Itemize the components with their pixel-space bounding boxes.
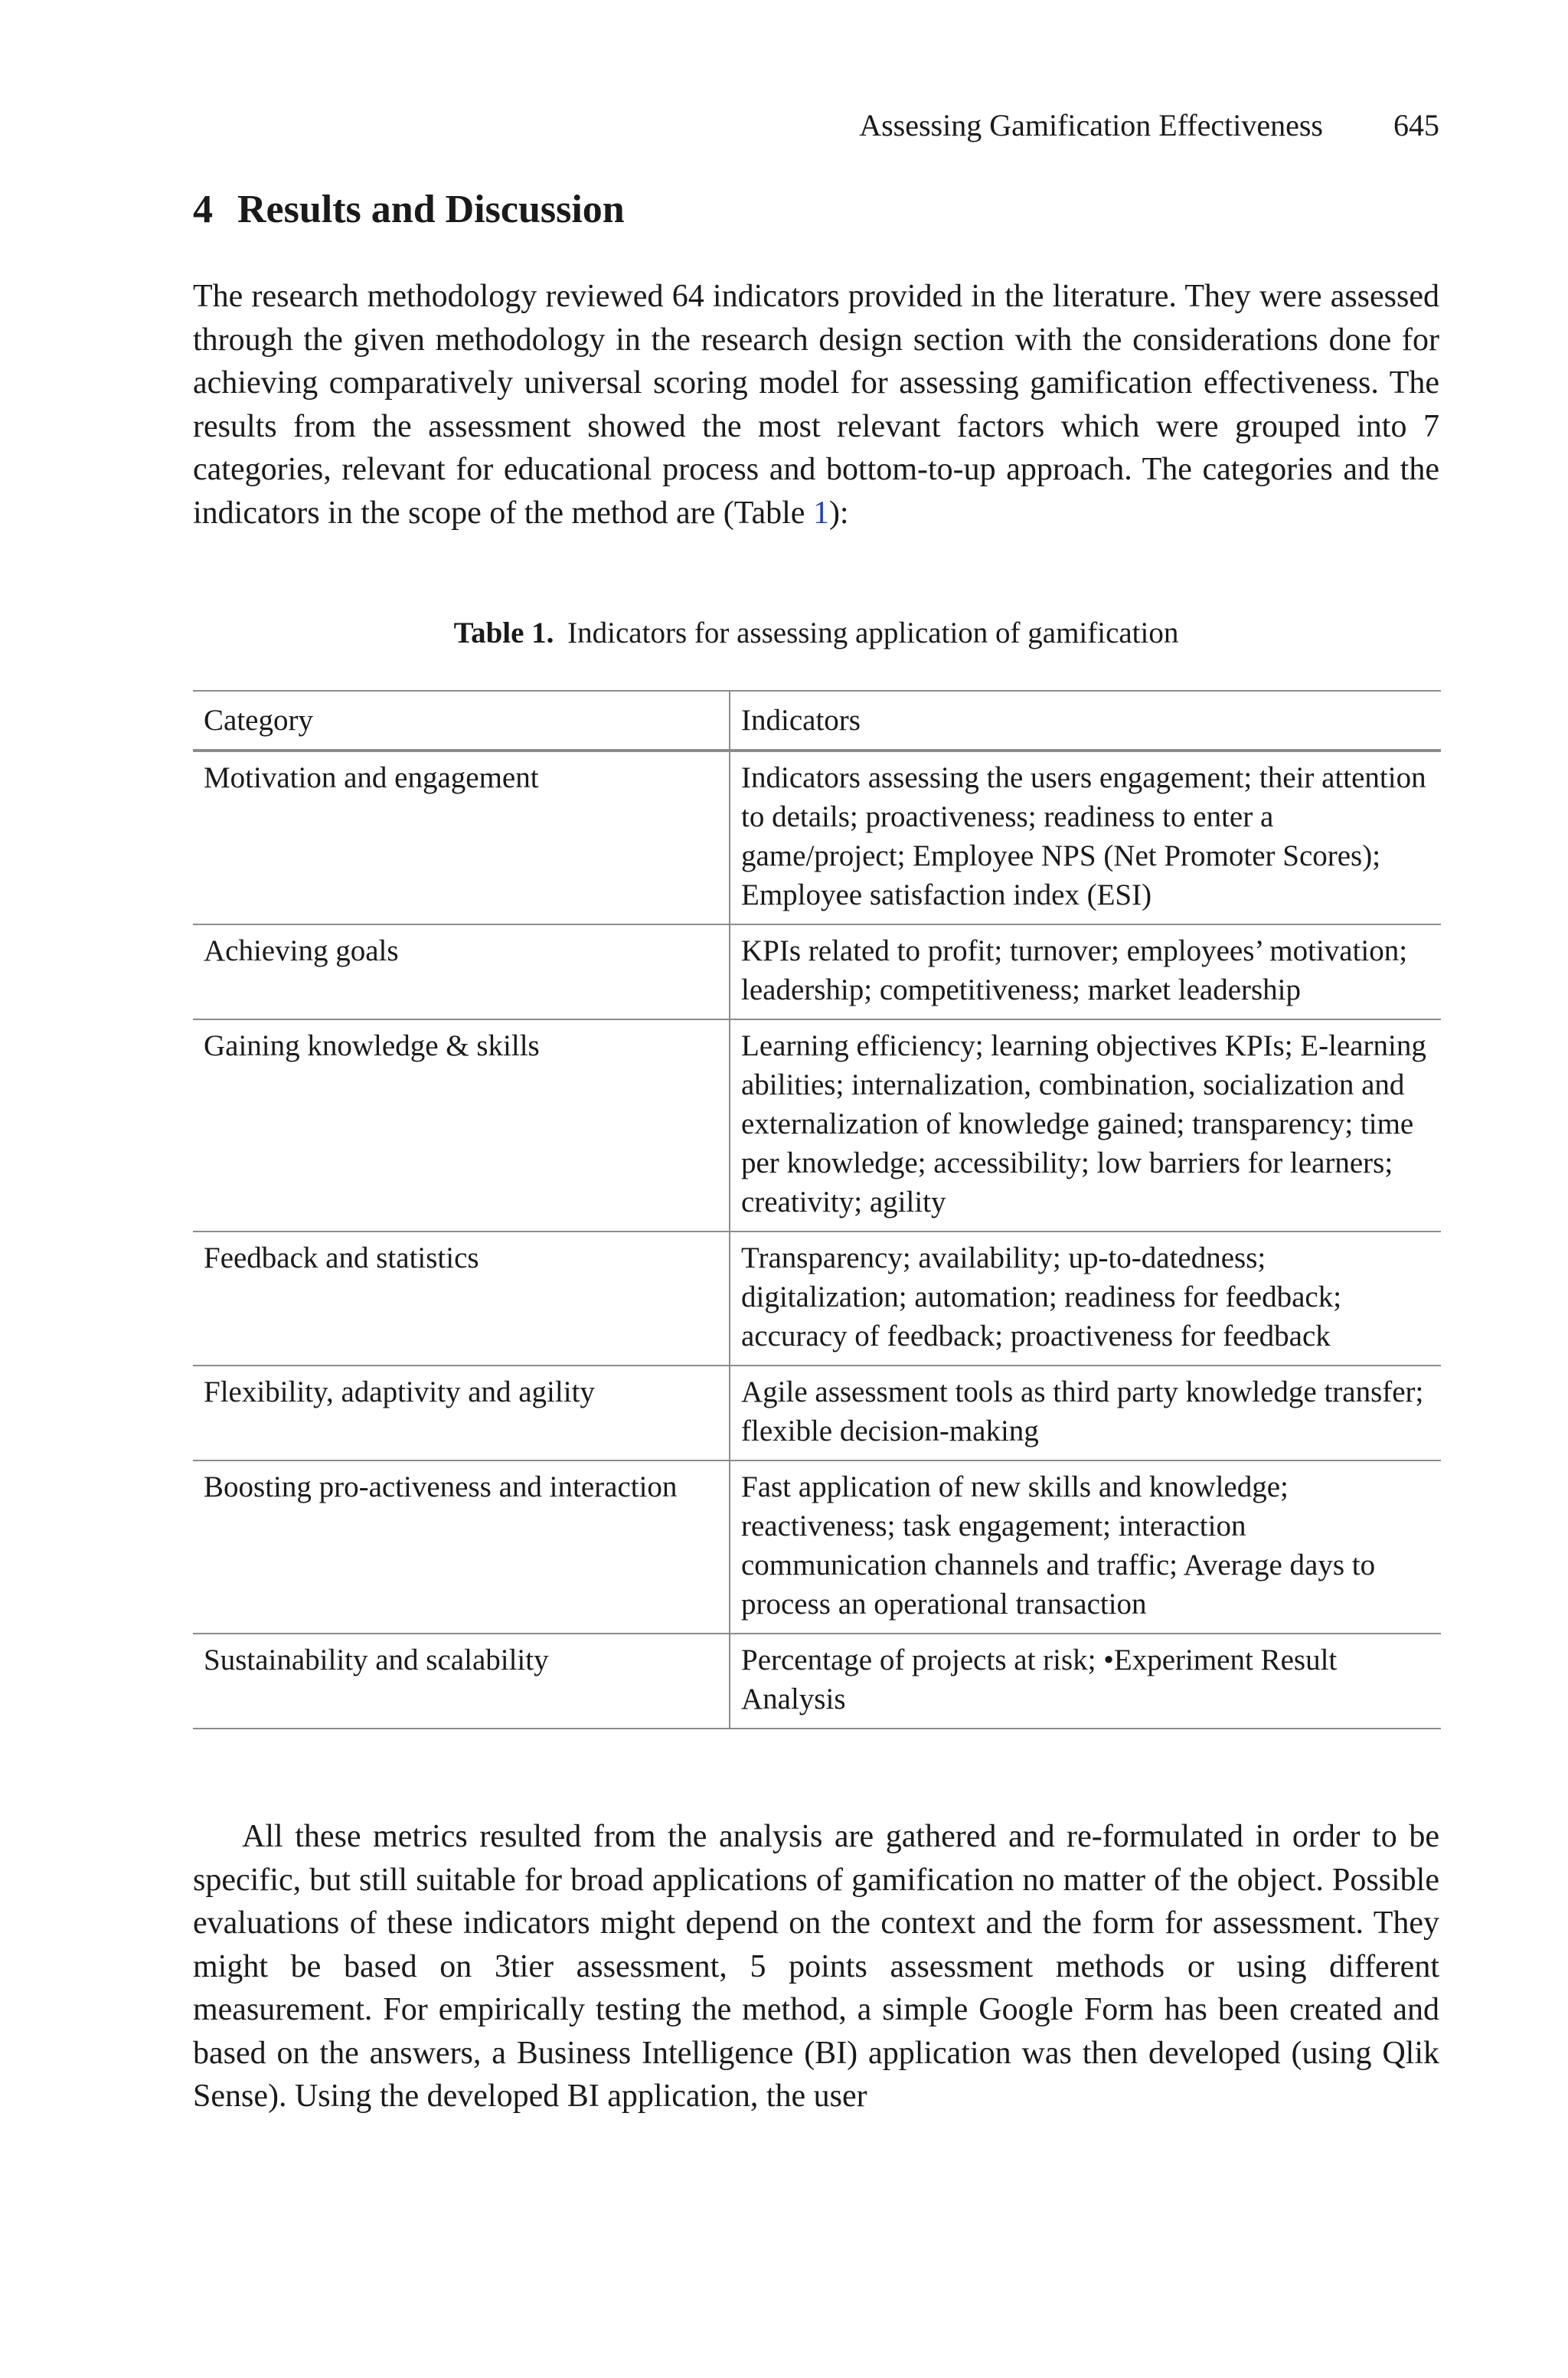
- section-number: 4: [193, 188, 213, 231]
- page-number: 645: [1393, 108, 1439, 142]
- indicators-cell: Percentage of projects at risk; •Experiment Result Analysis: [730, 1634, 1441, 1729]
- table-row: [193, 1366, 1441, 1460]
- intro-paragraph: [193, 275, 1439, 535]
- page-content: [193, 187, 1439, 2118]
- section-heading: [193, 187, 1439, 232]
- table-row: [193, 1232, 1441, 1366]
- table-row: [193, 1019, 1441, 1232]
- intro-text: The research methodology reviewed 64 indicators provided in the literature. They were assessed through the given methodology in the research design section with the considerations done for achieving comparatively universal scoring model for assessing gamification effectiveness. The results from the assessment showed the most relevant factors which were grouped into 7 categories, relevant for educational process and bottom-to-up approach. The categories and the indicators in the scope of the method are (Table: [193, 279, 1439, 531]
- running-title: Assessing Gamification Effectiveness: [859, 108, 1323, 142]
- category-cell: Gaining knowledge & skills: [193, 1019, 730, 1232]
- column-header-indicators: Indicators: [730, 691, 1441, 751]
- table-caption-label: Table 1.: [453, 617, 554, 649]
- table-header-row: [193, 691, 1441, 751]
- closing-paragraph: All these metrics resulted from the analysis are gathered and re-formulated in order to be specific, but still suitable for broad applications of gamification no matter of the object. Possible evaluations of these indicators might depend on the context and the form for assessment. They might be based on 3tier assessment, 5 points assessment methods or using different measurement. For empirically testing the method, a simple Google Form has been created and based on the answers, a Business Intelligence (BI) application was then developed (using Qlik Sense). Using the developed BI application, the user: [193, 1819, 1439, 2114]
- section-title: Results and Discussion: [237, 188, 625, 231]
- column-header-category: Category: [193, 691, 730, 751]
- table-row: [193, 924, 1441, 1019]
- indicators-cell: KPIs related to profit; turnover; employees’ motivation; leadership; competitiveness; market leadership: [730, 924, 1441, 1019]
- indicators-cell: Transparency; availability; up-to-datedness; digitalization; automation; readiness for feedback; accuracy of feedback; proactiveness for feedback: [730, 1232, 1441, 1366]
- intro-text-end: ):: [828, 495, 849, 531]
- category-cell: Achieving goals: [193, 924, 730, 1019]
- table-row: [193, 1460, 1441, 1634]
- table-row: [193, 751, 1441, 924]
- table-reference-link[interactable]: 1: [812, 495, 829, 531]
- indicators-cell: Learning efficiency; learning objectives KPIs; E-learning abilities; internalization, combination, socialization and externalization of knowledge gained; transparency; time per knowledge; accessibility; low barriers for learners; creativity; agility: [730, 1019, 1441, 1232]
- table-caption: [193, 616, 1439, 650]
- indicators-table: [193, 690, 1441, 1729]
- category-cell: Flexibility, adaptivity and agility: [193, 1366, 730, 1460]
- category-cell: Motivation and engagement: [193, 751, 730, 924]
- table-row: [193, 1634, 1441, 1729]
- category-cell: Boosting pro-activeness and interaction: [193, 1460, 730, 1634]
- indicators-cell: Agile assessment tools as third party knowledge transfer; flexible decision-making: [730, 1366, 1441, 1460]
- category-cell: Sustainability and scalability: [193, 1634, 730, 1729]
- table-caption-text: Indicators for assessing application of gamification: [567, 617, 1179, 649]
- indicators-cell: Indicators assessing the users engagement; their attention to details; proactiveness; readiness to enter a game/project; Employee NPS (Net Promoter Scores); Employee satisfaction index (ESI): [730, 751, 1441, 924]
- indicators-cell: Fast application of new skills and knowledge; reactiveness; task engagement; interaction communication channels and traffic; Average days to process an operational transaction: [730, 1460, 1441, 1634]
- category-cell: Feedback and statistics: [193, 1232, 730, 1366]
- running-head: [859, 107, 1439, 143]
